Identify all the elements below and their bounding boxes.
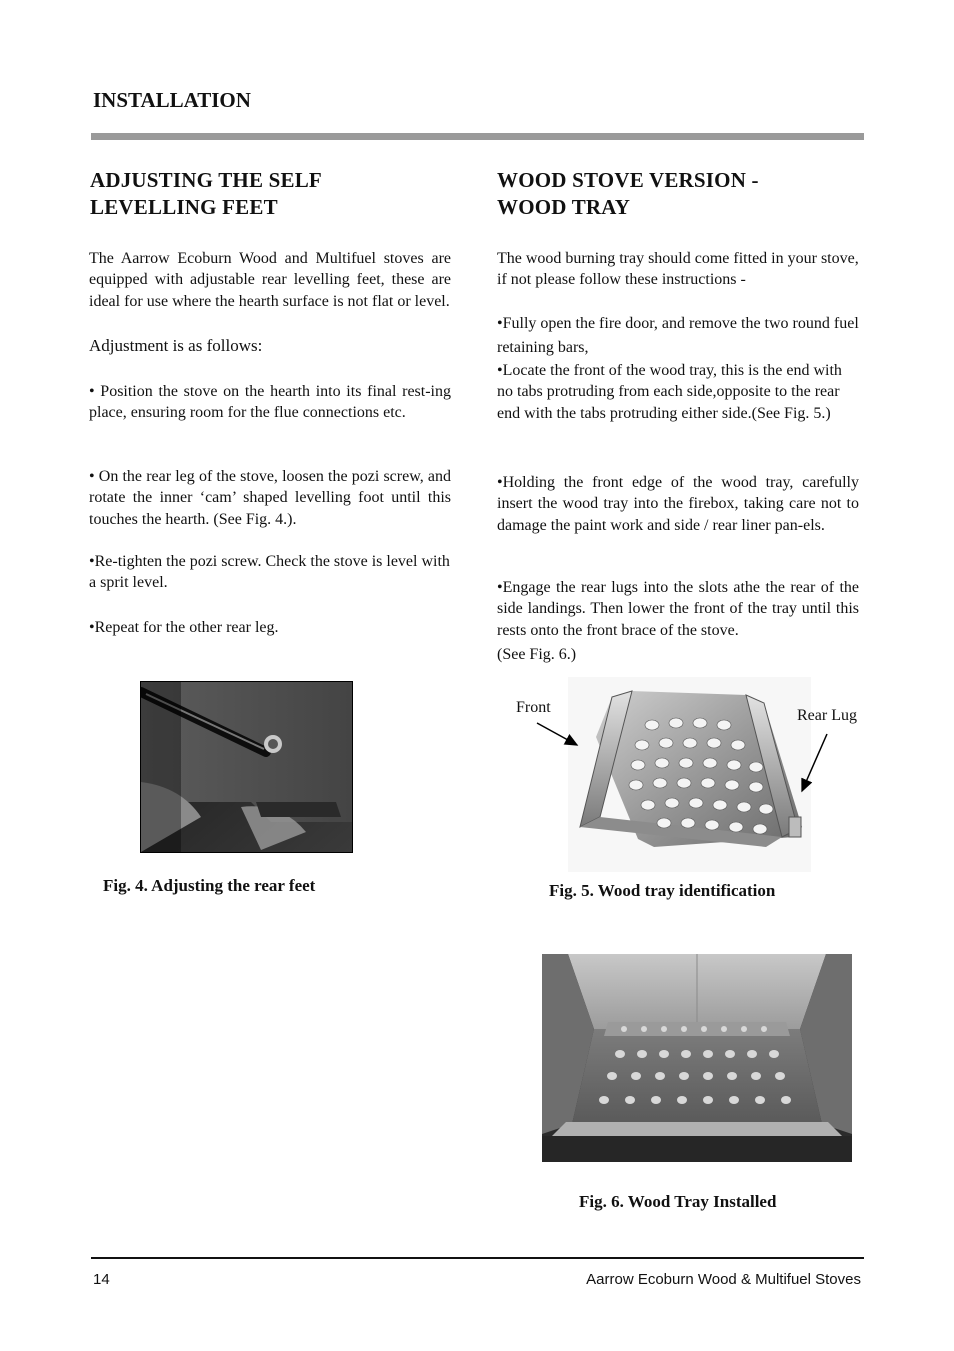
left-step-1: • Position the stove on the hearth into its final rest-ing place, ensuring room for the flue connections etc. bbox=[89, 383, 451, 422]
right-intro-paragraph: The wood burning tray should come fitted in your stove, if not please follow these instructions - bbox=[497, 250, 859, 289]
right-step-4-reference: (See Fig. 6.) bbox=[497, 646, 577, 663]
rear-foot-image bbox=[141, 682, 352, 852]
page-section-heading: INSTALLATION bbox=[93, 88, 251, 112]
right-title-line-2: WOOD TRAY bbox=[497, 195, 631, 219]
fig6-photo bbox=[542, 954, 852, 1162]
fig4-caption: Fig. 4. Adjusting the rear feet bbox=[103, 876, 316, 895]
left-step-3: •Re-tighten the pozi screw. Check the stove is level with a sprit level. bbox=[89, 553, 450, 592]
fig6-caption: Fig. 6. Wood Tray Installed bbox=[579, 1192, 777, 1211]
page-number: 14 bbox=[93, 1271, 110, 1288]
right-step-2: •Locate the front of the wood tray, this is the end with no tabs protruding from each side,opposite to the rear end with the tabs protruding either side.(See Fig. 5.) bbox=[497, 362, 842, 422]
right-title-line-1: WOOD STOVE VERSION - bbox=[497, 168, 759, 192]
footer-rule bbox=[91, 1257, 864, 1259]
wood-tray-image bbox=[568, 677, 811, 872]
right-step-3: •Holding the front edge of the wood tray, carefully insert the wood tray into the firebox, taking care not to damage the paint work and side / rear liner pan-els. bbox=[497, 474, 859, 534]
fig5-label-front: Front bbox=[516, 699, 551, 716]
right-step-1: •Fully open the fire door, and remove the two round fuel retaining bars, bbox=[497, 315, 859, 356]
left-step-2: • On the rear leg of the stove, loosen the pozi screw, and rotate the inner ‘cam’ shaped levelling foot until this touches the hearth. (See Fig. 4.). bbox=[89, 468, 451, 528]
left-step-4: •Repeat for the other rear leg. bbox=[89, 619, 279, 636]
fig5-caption: Fig. 5. Wood tray identification bbox=[549, 881, 776, 900]
left-title-line-1: ADJUSTING THE SELF bbox=[90, 168, 322, 192]
fig4-photo bbox=[140, 681, 353, 853]
left-title-line-2: LEVELLING FEET bbox=[90, 195, 278, 219]
fig5-label-rear-lug: Rear Lug bbox=[797, 707, 857, 724]
fig5-photo bbox=[568, 677, 811, 872]
left-intro-paragraph: The Aarrow Ecoburn Wood and Multifuel stoves are equipped with adjustable rear levelling feet, these are ideal for use where the hearth surface is not flat or level. bbox=[89, 250, 451, 310]
installed-tray-image bbox=[542, 954, 852, 1162]
header-rule bbox=[91, 133, 864, 140]
adjustment-heading: Adjustment is as follows: bbox=[89, 336, 263, 355]
right-section-title bbox=[497, 167, 864, 221]
right-step-4: •Engage the rear lugs into the slots athe the rear of the side landings. Then lower the front of the tray until this rests onto the front brace of the stove. bbox=[497, 579, 859, 639]
footer-title: Aarrow Ecoburn Wood & Multifuel Stoves bbox=[586, 1271, 861, 1288]
left-section-title bbox=[90, 167, 450, 221]
